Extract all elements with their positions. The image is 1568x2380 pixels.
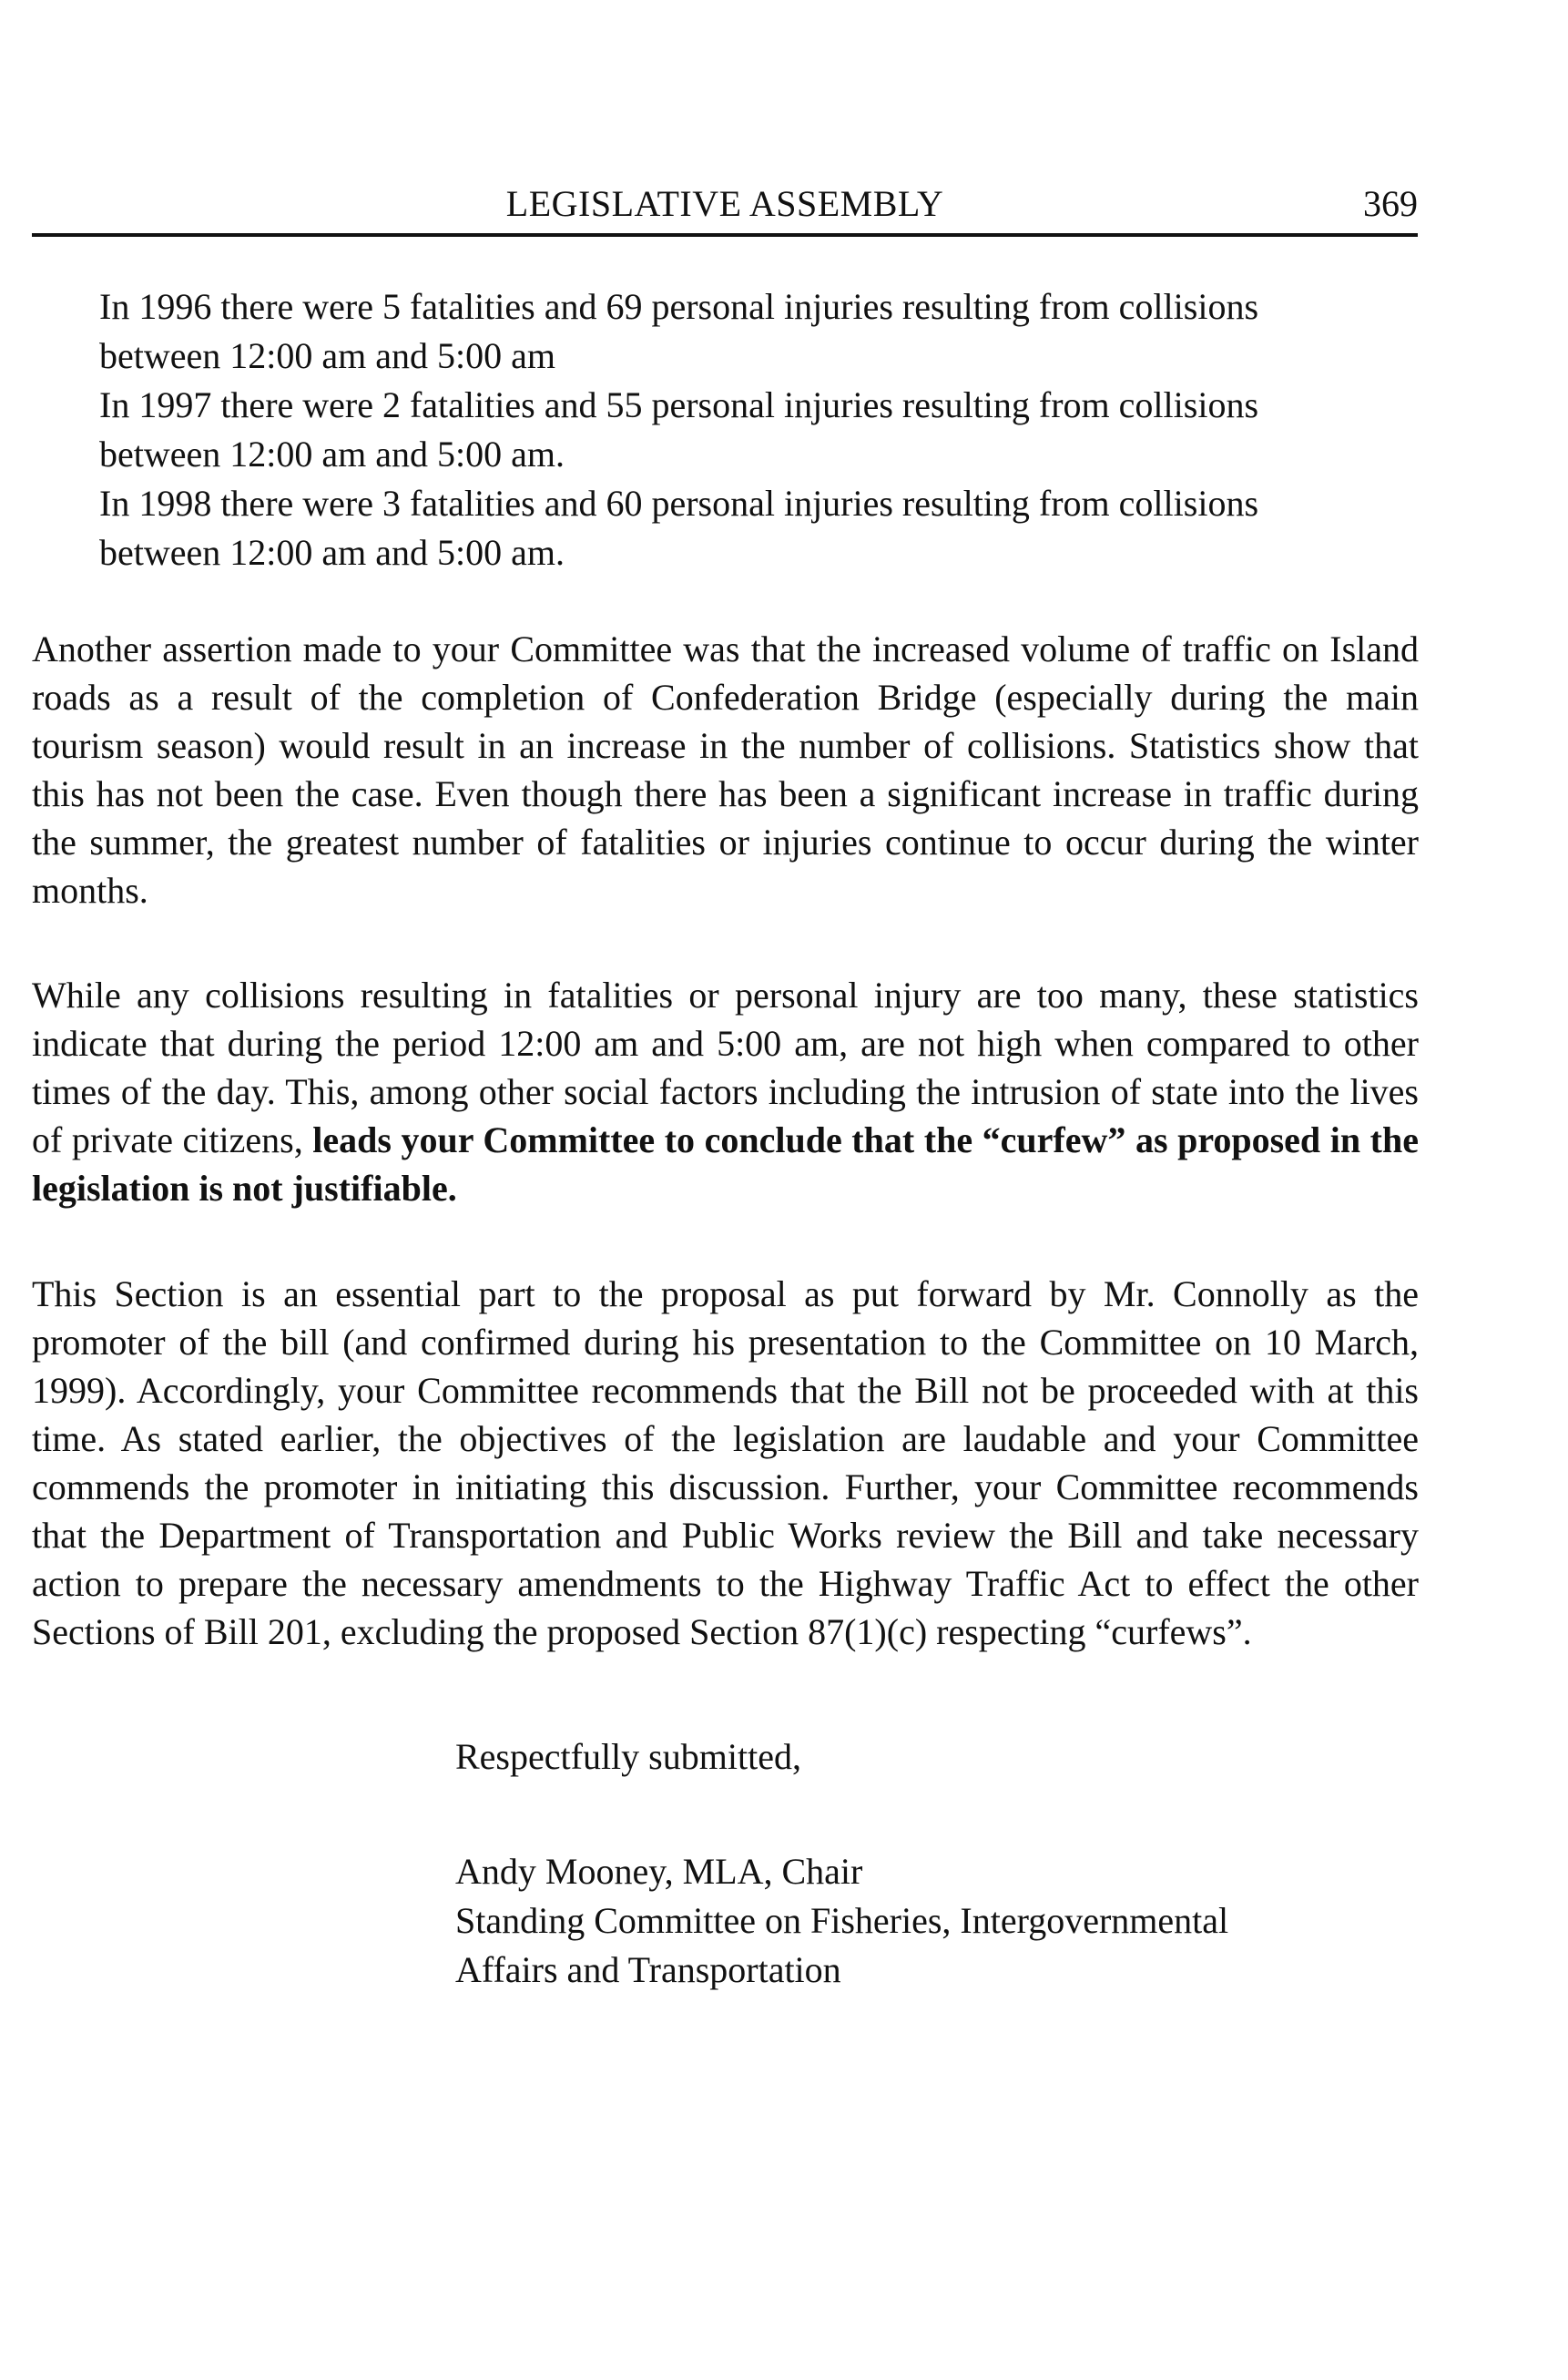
statistic-line: between 12:00 am and 5:00 am [99, 335, 555, 376]
salutation: Respectfully submitted, [455, 1736, 801, 1777]
signature-block [455, 1847, 1457, 1995]
closing-salutation-block [455, 1732, 1457, 1782]
paragraph-traffic-volume: Another assertion made to your Committee was that the increased volume of traffic on Island roads as a result of the completion of Confederation Bridge (especially during the main tourism season) would result in an increase in the number of collisions. Statistics show that this has not been the case. Even though there has been a significant increase in traffic during the summer, the greatest number of fatalities or injuries continue to occur during the winter months. [32, 628, 1419, 911]
bold-conclusion: leads your Committee to conclude that the “curfew” as proposed in the legislation is not justifiable. [32, 1119, 1420, 1209]
statistic-line: In 1997 there were 2 fatalities and 55 personal injuries resulting from collisions [99, 384, 1259, 425]
collision-statistics [99, 282, 1420, 577]
signer-name: Andy Mooney, MLA, Chair [455, 1851, 863, 1892]
paragraph-recommendation: This Section is an essential part to the proposal as put forward by Mr. Connolly as the promoter of the bill (and confirmed during his presentation to the Committee on 10 March, 1999). Accordingly, your Committee recommends that the Bill not be proceeded with at this time. As stated earlier, the objectives of the legislation are laudable and your Committee commends the promoter in initiating this discussion. Further, your Committee recommends that the Department of Transportation and Public Works review the Bill and take necessary action to prepare the necessary amendments to the Highway Traffic Act to effect the other Sections of Bill 201, excluding the proposed Section 87(1)(c) respecting “curfews”. [32, 1273, 1419, 1652]
running-head-title: LEGISLATIVE ASSEMBLY [505, 183, 944, 224]
paragraph-curfew-conclusion [32, 971, 1419, 1212]
statistic-line: between 12:00 am and 5:00 am. [99, 434, 565, 475]
statistic-line: between 12:00 am and 5:00 am. [99, 532, 565, 573]
page-header [32, 179, 1418, 237]
statistic-line: In 1998 there were 3 fatalities and 60 personal injuries resulting from collisions [99, 483, 1259, 524]
page-number: 369 [1363, 183, 1418, 224]
committee-name-line: Standing Committee on Fisheries, Intergovernmental [455, 1900, 1229, 1941]
paragraph-text: While any collisions resulting in fatalities or personal injury are too many, these statistics indicate that during the period 12:00 am and 5:00 am, are not high when compared to other times of the day. This, among other social factors including the intrusion of state into the lives of private citizens, [32, 975, 1419, 1160]
committee-name-line: Affairs and Transportation [455, 1949, 841, 1990]
statistic-line: In 1996 there were 5 fatalities and 69 personal injuries resulting from collisions [99, 286, 1259, 327]
